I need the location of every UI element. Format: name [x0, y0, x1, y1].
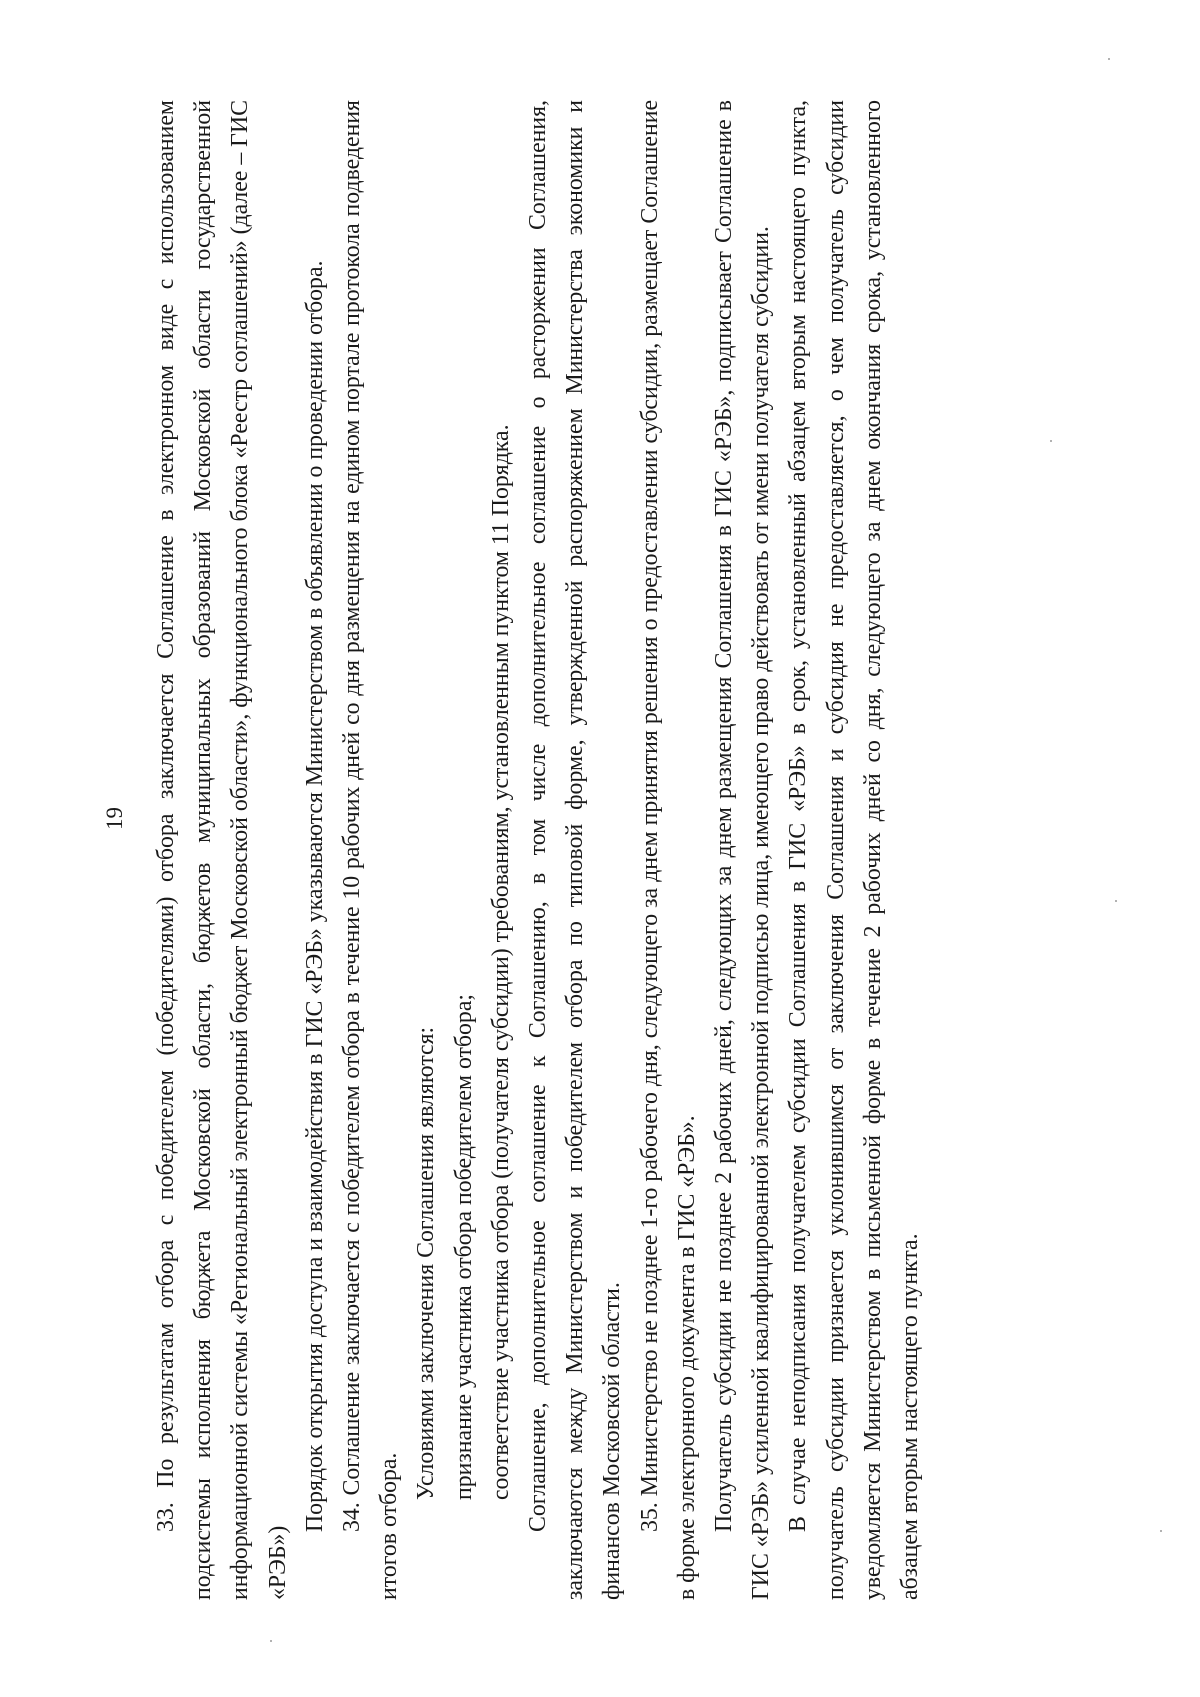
scan-speck [1050, 440, 1052, 442]
paragraph-access-procedure: Порядок открытия доступа и взаимодействия в ГИС «РЭБ» указываются Министерством в объявлении о проведении отбора. [301, 260, 328, 1532]
paragraph-33: 33. По результатам отбора с победителем (победителями) отбора заключается Соглашение в электронном виде с использованием подсистемы исполнения бюджета Московской области, бюджетов муниципальных образований Московской области государственной информационной системы «Региональный электронный бюджет Московской области», функционального блока «Реестр соглашений» (далее – ГИС «РЭБ») [153, 100, 291, 1600]
rotated-page-number [100, 100, 970, 1600]
paragraph-conditions-heading: Условиями заключения Соглашения являются: [413, 1026, 440, 1500]
paragraph-non-signing: В случае неподписания получателем субсидии Соглашения в ГИС «РЭБ» в срок, установленный абзацем вторым настоящего пункта, получатель субсидии признается уклонившимся от заключения Соглашения и субсидия не предоставляется, о чем получатель субсидии уведомляется Министерством в письменной форме в течение 2 рабочих дней со дня, следующего за днем окончания срока, установленного абзацем вторым настоящего пункта. [785, 100, 924, 1600]
scan-speck [1108, 58, 1110, 60]
paragraph-35: 35. Министерство не позднее 1-го рабочего дня, следующего за днем принятия решения о предоставлении субсидии, размещает Соглашение в форме электронного документа в ГИС «РЭБ». [636, 100, 700, 1600]
scan-speck [1160, 1530, 1162, 1532]
scan-speck [1115, 900, 1117, 902]
paragraph-agreement-form: Соглашение, дополнительное соглашение к Соглашению, в том числе дополнительное соглашение о расторжении Соглашения, заключаются между Министерством и победителем отбора по типовой форме, утвержденной распоряжением Министерства экономики и финансов Московской области. [525, 100, 626, 1600]
paragraph-condition-2: соответствие участника отбора (получателя субсидии) требованиям, установленным пунктом 11 Порядка. [487, 424, 514, 1500]
paragraph-signing: Получатель субсидии не позднее 2 рабочих дней, следующих за днем размещения Соглашения в ГИС «РЭБ», подписывает Соглашение в ГИС «РЭБ» усиленной квалифицированной электронной подписью лица, имеющего право действовать от имени получателя субсидии. [711, 100, 775, 1600]
page-number-label: 19 [102, 807, 127, 830]
scan-speck [270, 1640, 272, 1642]
paragraph-34: 34. Соглашение заключается с победителем отбора в течение 10 рабочих дней со дня размещения на едином портале протокола подведения итогов отбора. [339, 100, 403, 1600]
paragraph-condition-1: признание участника отбора победителем отбора; [450, 993, 477, 1500]
